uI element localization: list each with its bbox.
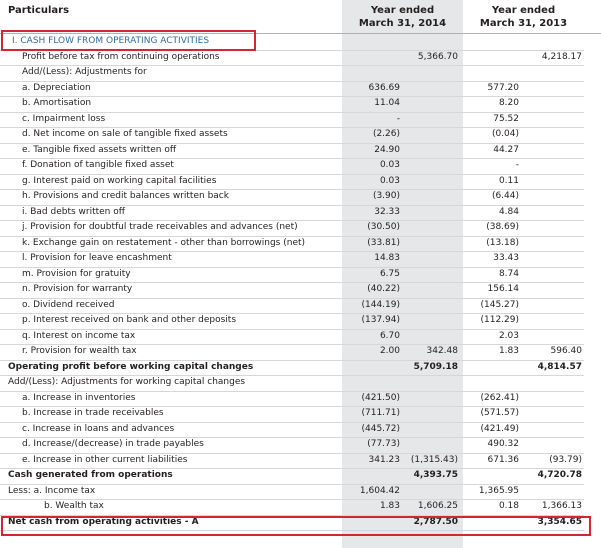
amount-b1: (38.69) — [486, 222, 519, 232]
amount-b1: (13.18) — [486, 237, 519, 248]
table-row — [0, 158, 601, 174]
row-label: Operating profit before working capital changes — [8, 361, 254, 372]
row-label: h. Provisions and credit balances written back — [22, 191, 229, 201]
table-row — [0, 329, 601, 345]
table-row — [0, 127, 601, 143]
amount-b2: 3,354.65 — [537, 516, 582, 527]
amount-a1: 32.33 — [374, 206, 400, 217]
table-row — [0, 189, 601, 205]
amount-b1: 4.84 — [498, 206, 519, 217]
table-row — [0, 468, 601, 484]
table-row — [0, 313, 601, 329]
amount-b1: 577.20 — [487, 82, 519, 93]
amount-a1: 2.00 — [379, 346, 400, 356]
amount-a2: 4,393.75 — [413, 470, 458, 480]
row-label: n. Provision for warranty — [22, 284, 133, 294]
amount-a1: 341.23 — [368, 454, 400, 465]
row-label: Less: a. Income tax — [8, 485, 96, 496]
amount-a1: 14.83 — [374, 253, 400, 263]
table-row — [0, 391, 601, 407]
amount-a2: 2,787.50 — [413, 516, 458, 527]
amount-b1: 44.27 — [493, 144, 519, 155]
row-label: Net cash from operating activities - A — [8, 516, 199, 527]
row-label: f. Donation of tangible fixed asset — [22, 160, 174, 170]
amount-a1: 1,604.42 — [359, 485, 400, 496]
table-row — [0, 499, 601, 515]
amount-a1: (445.72) — [361, 423, 400, 434]
amount-a2: 1,606.25 — [417, 501, 458, 511]
amount-a1: (40.22) — [367, 284, 400, 294]
row-label: Add/(Less): Adjustments for — [22, 67, 147, 77]
row-label: d. Net income on sale of tangible fixed assets — [22, 129, 228, 139]
row-label: l. Provision for leave encashment — [22, 253, 172, 263]
amount-b1: (6.44) — [491, 191, 519, 201]
table-row — [0, 96, 601, 112]
amount-a1: 24.90 — [374, 144, 400, 155]
amount-b1: 8.20 — [498, 98, 519, 108]
amount-b2: (93.79) — [549, 454, 582, 465]
amount-b1: 0.11 — [498, 175, 519, 186]
amount-a1: (2.26) — [372, 129, 400, 139]
amount-a1: 636.69 — [368, 82, 400, 93]
amount-b1: 2.03 — [498, 330, 519, 341]
row-label: b. Wealth tax — [44, 501, 104, 511]
row-label: b. Increase in trade receivables — [22, 408, 164, 418]
table-row — [0, 422, 601, 438]
amount-b1: 671.36 — [487, 454, 519, 465]
amount-b1: 8.74 — [498, 268, 519, 279]
amount-a2: (1,315.43) — [410, 454, 458, 465]
amount-b1: (262.41) — [480, 392, 519, 403]
amount-a2: 342.48 — [426, 346, 458, 356]
row-label: c. Increase in loans and advances — [22, 423, 175, 434]
table-row — [0, 344, 601, 360]
table-row — [0, 143, 601, 159]
row-label: a. Increase in inventories — [22, 392, 136, 403]
row-label: Cash generated from operations — [8, 470, 173, 480]
table-row — [0, 453, 601, 469]
amount-a1: 6.75 — [379, 268, 400, 279]
row-label: Profit before tax from continuing operations — [22, 51, 220, 62]
amount-a1: (711.71) — [361, 408, 400, 418]
table-row — [0, 406, 601, 422]
amount-a1: (77.73) — [367, 439, 400, 449]
fy2014-header-line2: March 31, 2014 — [358, 18, 447, 29]
amount-a1: 11.04 — [374, 98, 400, 108]
row-label: k. Exchange gain on restatement - other than borrowings (net) — [22, 237, 306, 248]
amount-b1: 1,365.95 — [478, 485, 519, 496]
amount-b1: 156.14 — [487, 284, 519, 294]
amount-b1: 0.18 — [498, 501, 519, 511]
row-label: q. Interest on income tax — [22, 330, 136, 341]
row-label: o. Dividend received — [22, 299, 115, 310]
section-heading-highlight — [1, 30, 256, 51]
table-row — [0, 375, 601, 391]
table-row — [0, 50, 601, 66]
amount-b1: 1.83 — [498, 346, 519, 356]
particulars-header: Particulars — [8, 5, 70, 16]
fy2013-header-line2: March 31, 2013 — [479, 18, 568, 29]
amount-b2: 4,720.78 — [537, 470, 582, 480]
amount-a1: 6.70 — [379, 330, 400, 341]
amount-a1: 0.03 — [379, 160, 400, 170]
amount-a1: 1.83 — [379, 501, 400, 511]
amount-b1: (145.27) — [480, 299, 519, 310]
table-row — [0, 360, 601, 376]
amount-a1: (137.94) — [361, 315, 400, 325]
amount-a1: (421.50) — [361, 392, 400, 403]
amount-a2: 5,709.18 — [413, 361, 458, 372]
amount-b1: 33.43 — [493, 253, 519, 263]
amount-b2: 1,366.13 — [541, 501, 582, 511]
amount-b2: 4,218.17 — [541, 51, 582, 62]
row-label: p. Interest received on bank and other deposits — [22, 315, 237, 325]
row-label: j. Provision for doubtful trade receivables and advances (net) — [22, 222, 298, 232]
fy2014-header-line1: Year ended — [370, 5, 435, 16]
table-row — [0, 251, 601, 267]
table-row — [0, 205, 601, 221]
row-label: m. Provision for gratuity — [22, 268, 131, 279]
amount-b2: 596.40 — [550, 346, 582, 356]
row-label: e. Increase in other current liabilities — [22, 454, 188, 465]
row-label: d. Increase/(decrease) in trade payables — [22, 439, 204, 449]
table-row — [0, 236, 601, 252]
row-label: g. Interest paid on working capital facilities — [22, 175, 217, 186]
amount-b1: (421.49) — [480, 423, 519, 434]
row-label: b. Amortisation — [22, 98, 92, 108]
amount-a1: - — [396, 113, 400, 124]
amount-b1: - — [515, 160, 519, 170]
amount-b1: (571.57) — [480, 408, 519, 418]
row-label: I. CASH FLOW FROM OPERATING ACTIVITIES — [12, 36, 210, 46]
amount-b1: (0.04) — [491, 129, 519, 139]
table-row — [0, 220, 601, 236]
table-row — [0, 65, 601, 81]
row-label: r. Provision for wealth tax — [22, 346, 137, 356]
amount-b1: 75.52 — [493, 113, 519, 124]
amount-b1: 490.32 — [487, 439, 519, 449]
row-label: c. Impairment loss — [22, 113, 106, 124]
amount-a1: 0.03 — [379, 175, 400, 186]
table-row — [0, 112, 601, 128]
row-label: e. Tangible fixed assets written off — [22, 144, 177, 155]
amount-a2: 5,366.70 — [417, 51, 458, 62]
table-row — [0, 81, 601, 97]
amount-b2: 4,814.57 — [537, 361, 582, 372]
amount-a1: (3.90) — [372, 191, 400, 201]
table-row — [0, 437, 601, 453]
amount-a1: (144.19) — [361, 299, 400, 310]
row-label: i. Bad debts written off — [22, 206, 125, 217]
row-label: Add/(Less): Adjustments for working capital changes — [8, 377, 246, 387]
amount-b1: (112.29) — [480, 315, 519, 325]
table-row — [0, 174, 601, 190]
table-row — [0, 298, 601, 314]
fy2013-header-line1: Year ended — [491, 5, 556, 16]
row-label: a. Depreciation — [22, 82, 91, 93]
table-row — [0, 484, 601, 500]
net-cash-row-highlight — [1, 516, 591, 536]
table-row — [0, 282, 601, 298]
amount-a1: (33.81) — [367, 237, 400, 248]
amount-a1: (30.50) — [367, 222, 400, 232]
table-row — [0, 267, 601, 283]
